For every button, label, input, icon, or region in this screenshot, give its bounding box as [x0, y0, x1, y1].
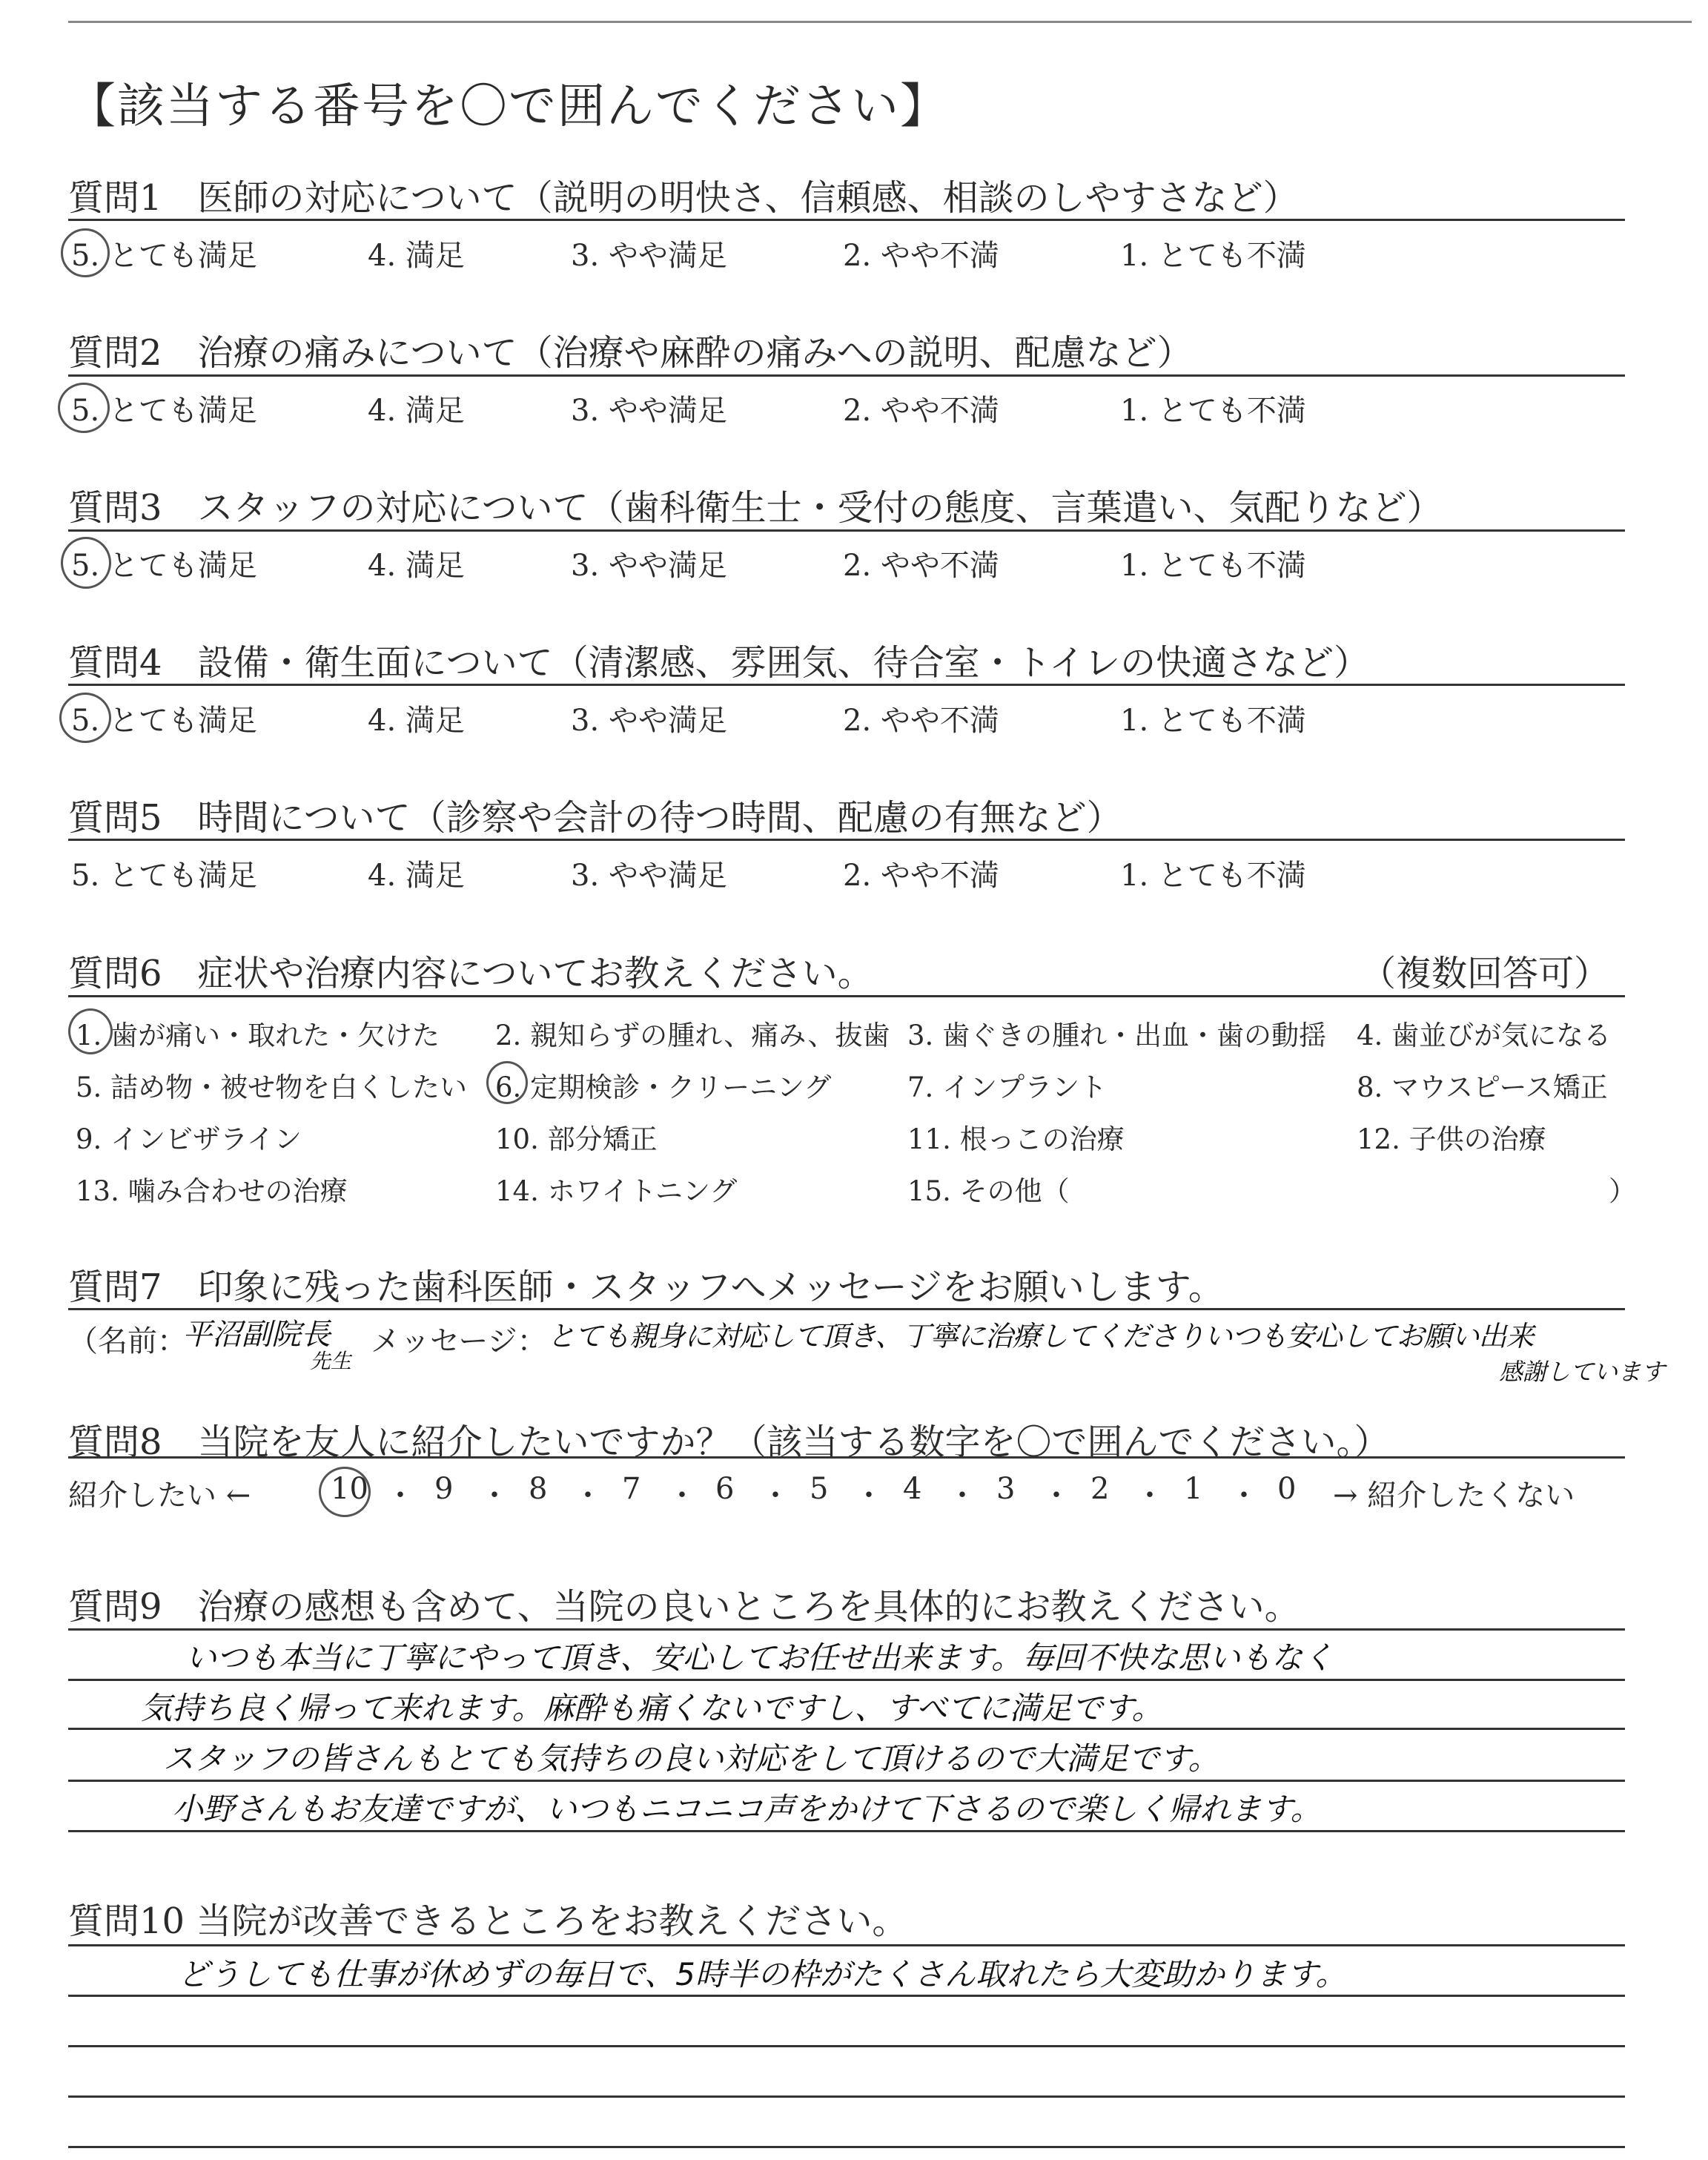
question-9: 質問9 治療の感想も含めて、当院の良いところを具体的にお教えください。 [68, 1586, 1300, 1628]
symptom-4[interactable]: 4. 歯並びが気になる [1357, 1020, 1612, 1051]
selected-circle-mark [58, 383, 110, 433]
rule [68, 529, 1625, 532]
scale-separator: ・ [761, 1479, 790, 1513]
q1-option-4[interactable]: 4. 満足 [368, 239, 465, 273]
symptom-12[interactable]: 12. 子供の治療 [1357, 1123, 1546, 1155]
q4-option-1[interactable]: 1. とても不満 [1120, 704, 1306, 738]
scale-separator: ・ [480, 1479, 509, 1513]
scale-separator: ・ [667, 1479, 697, 1513]
q3-option-4[interactable]: 4. 満足 [368, 549, 465, 583]
q2-option-1[interactable]: 1. とても不満 [1120, 394, 1306, 428]
rule [68, 1308, 1625, 1310]
rule [68, 2045, 1625, 2047]
q5-option-1[interactable]: 1. とても不満 [1120, 859, 1306, 893]
scale-separator: ・ [1229, 1479, 1259, 1513]
score-4[interactable]: 4 [903, 1472, 922, 1506]
score-8[interactable]: 8 [529, 1472, 548, 1506]
score-3[interactable]: 3 [996, 1472, 1016, 1506]
score-5[interactable]: 5 [810, 1472, 829, 1506]
rule [68, 1780, 1625, 1782]
recommend-left-label: 紹介したい ← [68, 1479, 251, 1513]
question-6: 質問6 症状や治療内容についてお教えください。 [68, 953, 873, 994]
scale-separator: ・ [854, 1479, 884, 1513]
q4-option-4[interactable]: 4. 満足 [368, 704, 465, 738]
q5-option-4[interactable]: 4. 満足 [368, 859, 465, 893]
selected-circle-mark [59, 693, 111, 743]
question-5: 質問5 時間について（診察や会計の待つ時間、配慮の有無など） [68, 797, 1122, 839]
q5-option-3[interactable]: 3. やや満足 [571, 859, 727, 893]
q4-option-2[interactable]: 2. やや不満 [843, 704, 999, 738]
q2-option-3[interactable]: 3. やや満足 [571, 394, 727, 428]
q1-option-1[interactable]: 1. とても不満 [1120, 239, 1306, 273]
q3-option-2[interactable]: 2. やや不満 [843, 549, 999, 583]
q10-answer-line-1[interactable]: どうしても仕事が休めずの毎日で、5時半の枠がたくさん取れたら大変助かります。 [178, 1956, 1347, 1992]
q3-option-1[interactable]: 1. とても不満 [1120, 549, 1306, 583]
symptom-1[interactable]: 1. 歯が痛い・取れた・欠けた [76, 1020, 440, 1051]
score-9[interactable]: 9 [434, 1472, 454, 1506]
question-4: 質問4 設備・衛生面について（清潔感、雰囲気、待合室・トイレの快適さなど） [68, 642, 1370, 684]
q5-option-2[interactable]: 2. やや不満 [843, 859, 999, 893]
symptom-14[interactable]: 14. ホワイトニング [495, 1175, 738, 1207]
message-label: メッセージ： [371, 1324, 547, 1358]
symptom-11[interactable]: 11. 根っこの治療 [907, 1123, 1125, 1155]
question-3: 質問3 スタッフの対応について（歯科衛生士・受付の態度、言葉遣い、気配りなど） [68, 487, 1443, 529]
rule [68, 2095, 1625, 2098]
symptom-13[interactable]: 13. 噛み合わせの治療 [76, 1175, 348, 1207]
score-0[interactable]: 0 [1277, 1472, 1297, 1506]
handwritten-name-suffix: 先生 [310, 1349, 352, 1373]
selected-circle-mark [61, 228, 110, 277]
q4-option-3[interactable]: 3. やや満足 [571, 704, 727, 738]
score-6[interactable]: 6 [715, 1472, 735, 1506]
q2-option-5[interactable]: 5. とても満足 [71, 394, 257, 428]
rule [68, 839, 1625, 841]
score-1[interactable]: 1 [1184, 1472, 1203, 1506]
q5-option-5[interactable]: 5. とても満足 [71, 859, 257, 893]
q1-option-2[interactable]: 2. やや不満 [843, 239, 999, 273]
question-10: 質問10 当院が改善できるところをお教えください。 [68, 1900, 908, 1942]
rule [68, 374, 1625, 377]
rule [68, 1944, 1625, 1946]
symptom-9[interactable]: 9. インビザライン [76, 1123, 302, 1155]
name-label: （名前： [68, 1324, 187, 1358]
scale-separator: ・ [947, 1479, 977, 1513]
symptom-7[interactable]: 7. インプラント [907, 1071, 1108, 1103]
q9-answer-line-2[interactable]: 気持ち良く帰って来れます。麻酔も痛くないですし、すべてに満足です。 [141, 1690, 1163, 1726]
symptom-15[interactable]: 15. その他（ [907, 1175, 1070, 1207]
scale-separator: ・ [1135, 1479, 1165, 1513]
q9-answer-line-4[interactable]: 小野さんもお友達ですが、いつもニコニコ声をかけて下さるので楽しく帰れます。 [172, 1791, 1322, 1827]
other-close-paren: ） [1609, 1175, 1636, 1207]
selected-circle-mark [61, 537, 111, 589]
selected-circle-mark [68, 1008, 113, 1054]
question-1: 質問1 医師の対応について（説明の明快さ、信頼感、相談のしやすさなど） [68, 177, 1299, 219]
symptom-8[interactable]: 8. マウスピース矯正 [1357, 1071, 1608, 1103]
rule [68, 1628, 1625, 1631]
scale-separator: ・ [1042, 1479, 1071, 1513]
selected-circle-mark [319, 1467, 371, 1517]
q9-answer-line-1[interactable]: いつも本当に丁寧にやって頂き、安心してお任せ出来ます。毎回不快な思いもなく [185, 1639, 1334, 1676]
q4-option-5[interactable]: 5. とても満足 [71, 704, 257, 738]
score-7[interactable]: 7 [622, 1472, 641, 1506]
q3-option-3[interactable]: 3. やや満足 [571, 549, 727, 583]
q9-answer-line-3[interactable]: スタッフの皆さんもとても気持ちの良い対応をして頂けるので大満足です。 [163, 1740, 1219, 1777]
q1-option-5[interactable]: 5. とても満足 [71, 239, 257, 273]
q1-option-3[interactable]: 3. やや満足 [571, 239, 727, 273]
symptom-6[interactable]: 6. 定期検診・クリーニング [495, 1071, 832, 1103]
score-2[interactable]: 2 [1090, 1472, 1110, 1506]
multiple-answers-note: （複数回答可） [1360, 953, 1610, 994]
symptom-2[interactable]: 2. 親知らずの腫れ、痛み、抜歯 [495, 1020, 890, 1051]
question-7: 質問7 印象に残った歯科医師・スタッフへメッセージをお願いします。 [68, 1266, 1224, 1308]
selected-circle-mark [486, 1061, 528, 1104]
symptom-10[interactable]: 10. 部分矯正 [495, 1123, 658, 1155]
q3-option-5[interactable]: 5. とても満足 [71, 549, 257, 583]
score-10[interactable]: 10 [331, 1472, 368, 1506]
question-8: 質問8 当院を友人に紹介したいですか？（該当する数字を〇で囲んでください。） [68, 1421, 1390, 1463]
rule [68, 1995, 1625, 1997]
symptom-5[interactable]: 5. 詰め物・被せ物を白くしたい [76, 1071, 468, 1103]
rule [68, 684, 1625, 686]
scale-separator: ・ [385, 1479, 415, 1513]
question-2: 質問2 治療の痛みについて（治療や麻酔の痛みへの説明、配慮など） [68, 332, 1193, 374]
rule [68, 995, 1625, 997]
top-border [68, 21, 1692, 23]
rule [68, 1679, 1625, 1681]
rule [68, 1456, 1625, 1459]
handwritten-message-continuation: 感謝しています [1499, 1358, 1666, 1386]
scale-separator: ・ [573, 1479, 603, 1513]
rule [68, 2146, 1625, 2148]
q2-option-2[interactable]: 2. やや不満 [843, 394, 999, 428]
handwritten-message[interactable]: とても親身に対応して頂き、丁寧に治療してくださりいつも安心してお願い出来 [547, 1320, 1534, 1353]
q2-option-4[interactable]: 4. 満足 [368, 394, 465, 428]
rule [68, 219, 1625, 221]
recommend-right-label: → 紹介したくない [1333, 1479, 1575, 1513]
symptom-3[interactable]: 3. 歯ぐきの腫れ・出血・歯の動揺 [907, 1020, 1327, 1051]
form-title: 【該当する番号を〇で囲んでください】 [68, 79, 949, 134]
rule [68, 1830, 1625, 1832]
handwritten-name[interactable]: 平沼副院長 [182, 1318, 331, 1352]
